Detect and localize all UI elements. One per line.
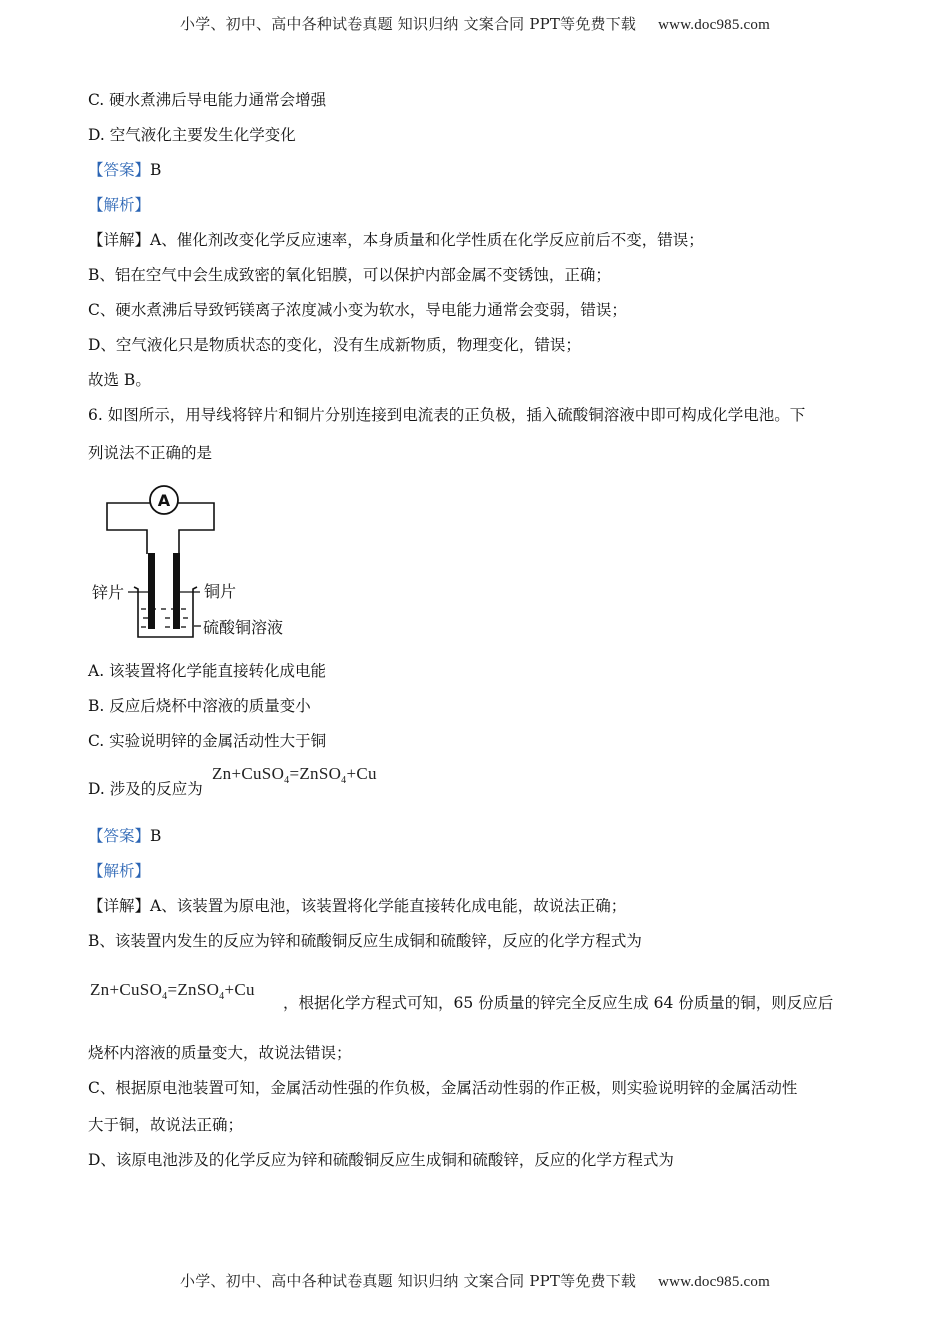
q6-option-b: B. 反应后烧杯中溶液的质量变小 bbox=[88, 697, 311, 715]
q5-option-d: D. 空气液化主要发生化学变化 bbox=[88, 126, 296, 144]
q6-detail-c-line1: C、根据原电池装置可知，金属活动性强的作负极，金属活动性弱的作正极，则实验说明锌的金属活动性 bbox=[88, 1079, 798, 1097]
header-site-link[interactable]: www.doc985.com bbox=[658, 17, 770, 33]
q5-answer bbox=[88, 160, 161, 180]
q6-detail-b-line2: ，根据化学方程式可知，65 份质量的锌完全反应生成 64 份质量的铜，则反应后 bbox=[283, 994, 834, 1012]
q6-answer bbox=[88, 826, 161, 846]
ammeter-label: A bbox=[157, 491, 171, 510]
answer-tag: 【答案】 bbox=[88, 827, 151, 845]
galvanic-cell-diagram bbox=[84, 480, 304, 645]
q5-option-c: C. 硬水煮沸后导电能力通常会增强 bbox=[88, 91, 327, 109]
q6-detail-c-line2: 大于铜，故说法正确； bbox=[88, 1116, 244, 1134]
q5-conclusion: 故选 B。 bbox=[88, 371, 151, 389]
detail-tag: 【详解】 bbox=[88, 897, 151, 915]
q6-option-d-equation: Zn+CuSO$_4$=ZnSO$_4$+Cu bbox=[212, 764, 377, 786]
footer-text: 小学、初中、高中各种试卷真题 知识归纳 文案合同 PPT等免费下载 bbox=[180, 1272, 637, 1290]
q5-detail-d: D、空气液化只是物质状态的变化，没有生成新物质，物理变化，错误； bbox=[88, 336, 581, 354]
q6-analysis-tag: 【解析】 bbox=[88, 862, 151, 880]
solution-label: 硫酸铜溶液 bbox=[203, 618, 284, 637]
q6-detail-b-equation: Zn+CuSO$_4$=ZnSO$_4$+Cu bbox=[90, 980, 255, 1002]
beaker bbox=[134, 587, 197, 637]
q6-option-d: D. 涉及的反应为 bbox=[88, 780, 203, 798]
answer-tag: 【答案】 bbox=[88, 161, 151, 179]
q5-analysis-tag: 【解析】 bbox=[88, 196, 151, 214]
q6-stem-line2: 列说法不正确的是 bbox=[88, 444, 213, 462]
q5-detail-b: B、铝在空气中会生成致密的氧化铝膜，可以保护内部金属不变锈蚀，正确； bbox=[88, 266, 611, 284]
page-header bbox=[0, 13, 950, 34]
copper-label: 铜片 bbox=[204, 582, 237, 601]
detail-tag: 【详解】 bbox=[88, 231, 151, 249]
q6-detail-d-line1: D、该原电池涉及的化学反应为锌和硫酸铜反应生成铜和硫酸锌，反应的化学方程式为 bbox=[88, 1151, 674, 1169]
q5-detail-c: C、硬水煮沸后导致钙镁离子浓度减小变为软水，导电能力通常会变弱，错误； bbox=[88, 301, 627, 319]
answer-value: B bbox=[150, 827, 162, 845]
q5-detail-a: 【详解】A、催化剂改变化学反应速率，本身质量和化学性质在化学反应前后不变，错误； bbox=[88, 231, 704, 249]
q6-stem-line1: 6. 如图所示，用导线将锌片和铜片分别连接到电流表的正负极，插入硫酸铜溶液中即可构成化学电池。下 bbox=[88, 406, 806, 424]
zinc-label: 锌片 bbox=[92, 583, 125, 602]
page-footer bbox=[0, 1270, 950, 1291]
left-wire bbox=[107, 503, 150, 554]
q6-detail-b-line3: 烧杯内溶液的质量变大，故说法错误； bbox=[88, 1044, 352, 1062]
q6-option-a: A. 该装置将化学能直接转化成电能 bbox=[88, 662, 327, 680]
copper-electrode bbox=[173, 553, 180, 629]
zinc-electrode bbox=[148, 553, 155, 629]
q6-detail-a: 【详解】A、该装置为原电池，该装置将化学能直接转化成电能，故说法正确； bbox=[88, 897, 627, 915]
footer-site-link[interactable]: www.doc985.com bbox=[658, 1274, 770, 1290]
right-wire bbox=[178, 503, 214, 554]
answer-value: B bbox=[150, 161, 162, 179]
q6-detail-b-line1: B、该装置内发生的反应为锌和硫酸铜反应生成铜和硫酸锌，反应的化学方程式为 bbox=[88, 932, 642, 950]
header-text: 小学、初中、高中各种试卷真题 知识归纳 文案合同 PPT等免费下载 bbox=[180, 15, 637, 33]
q6-option-c: C. 实验说明锌的金属活动性大于铜 bbox=[88, 732, 327, 750]
